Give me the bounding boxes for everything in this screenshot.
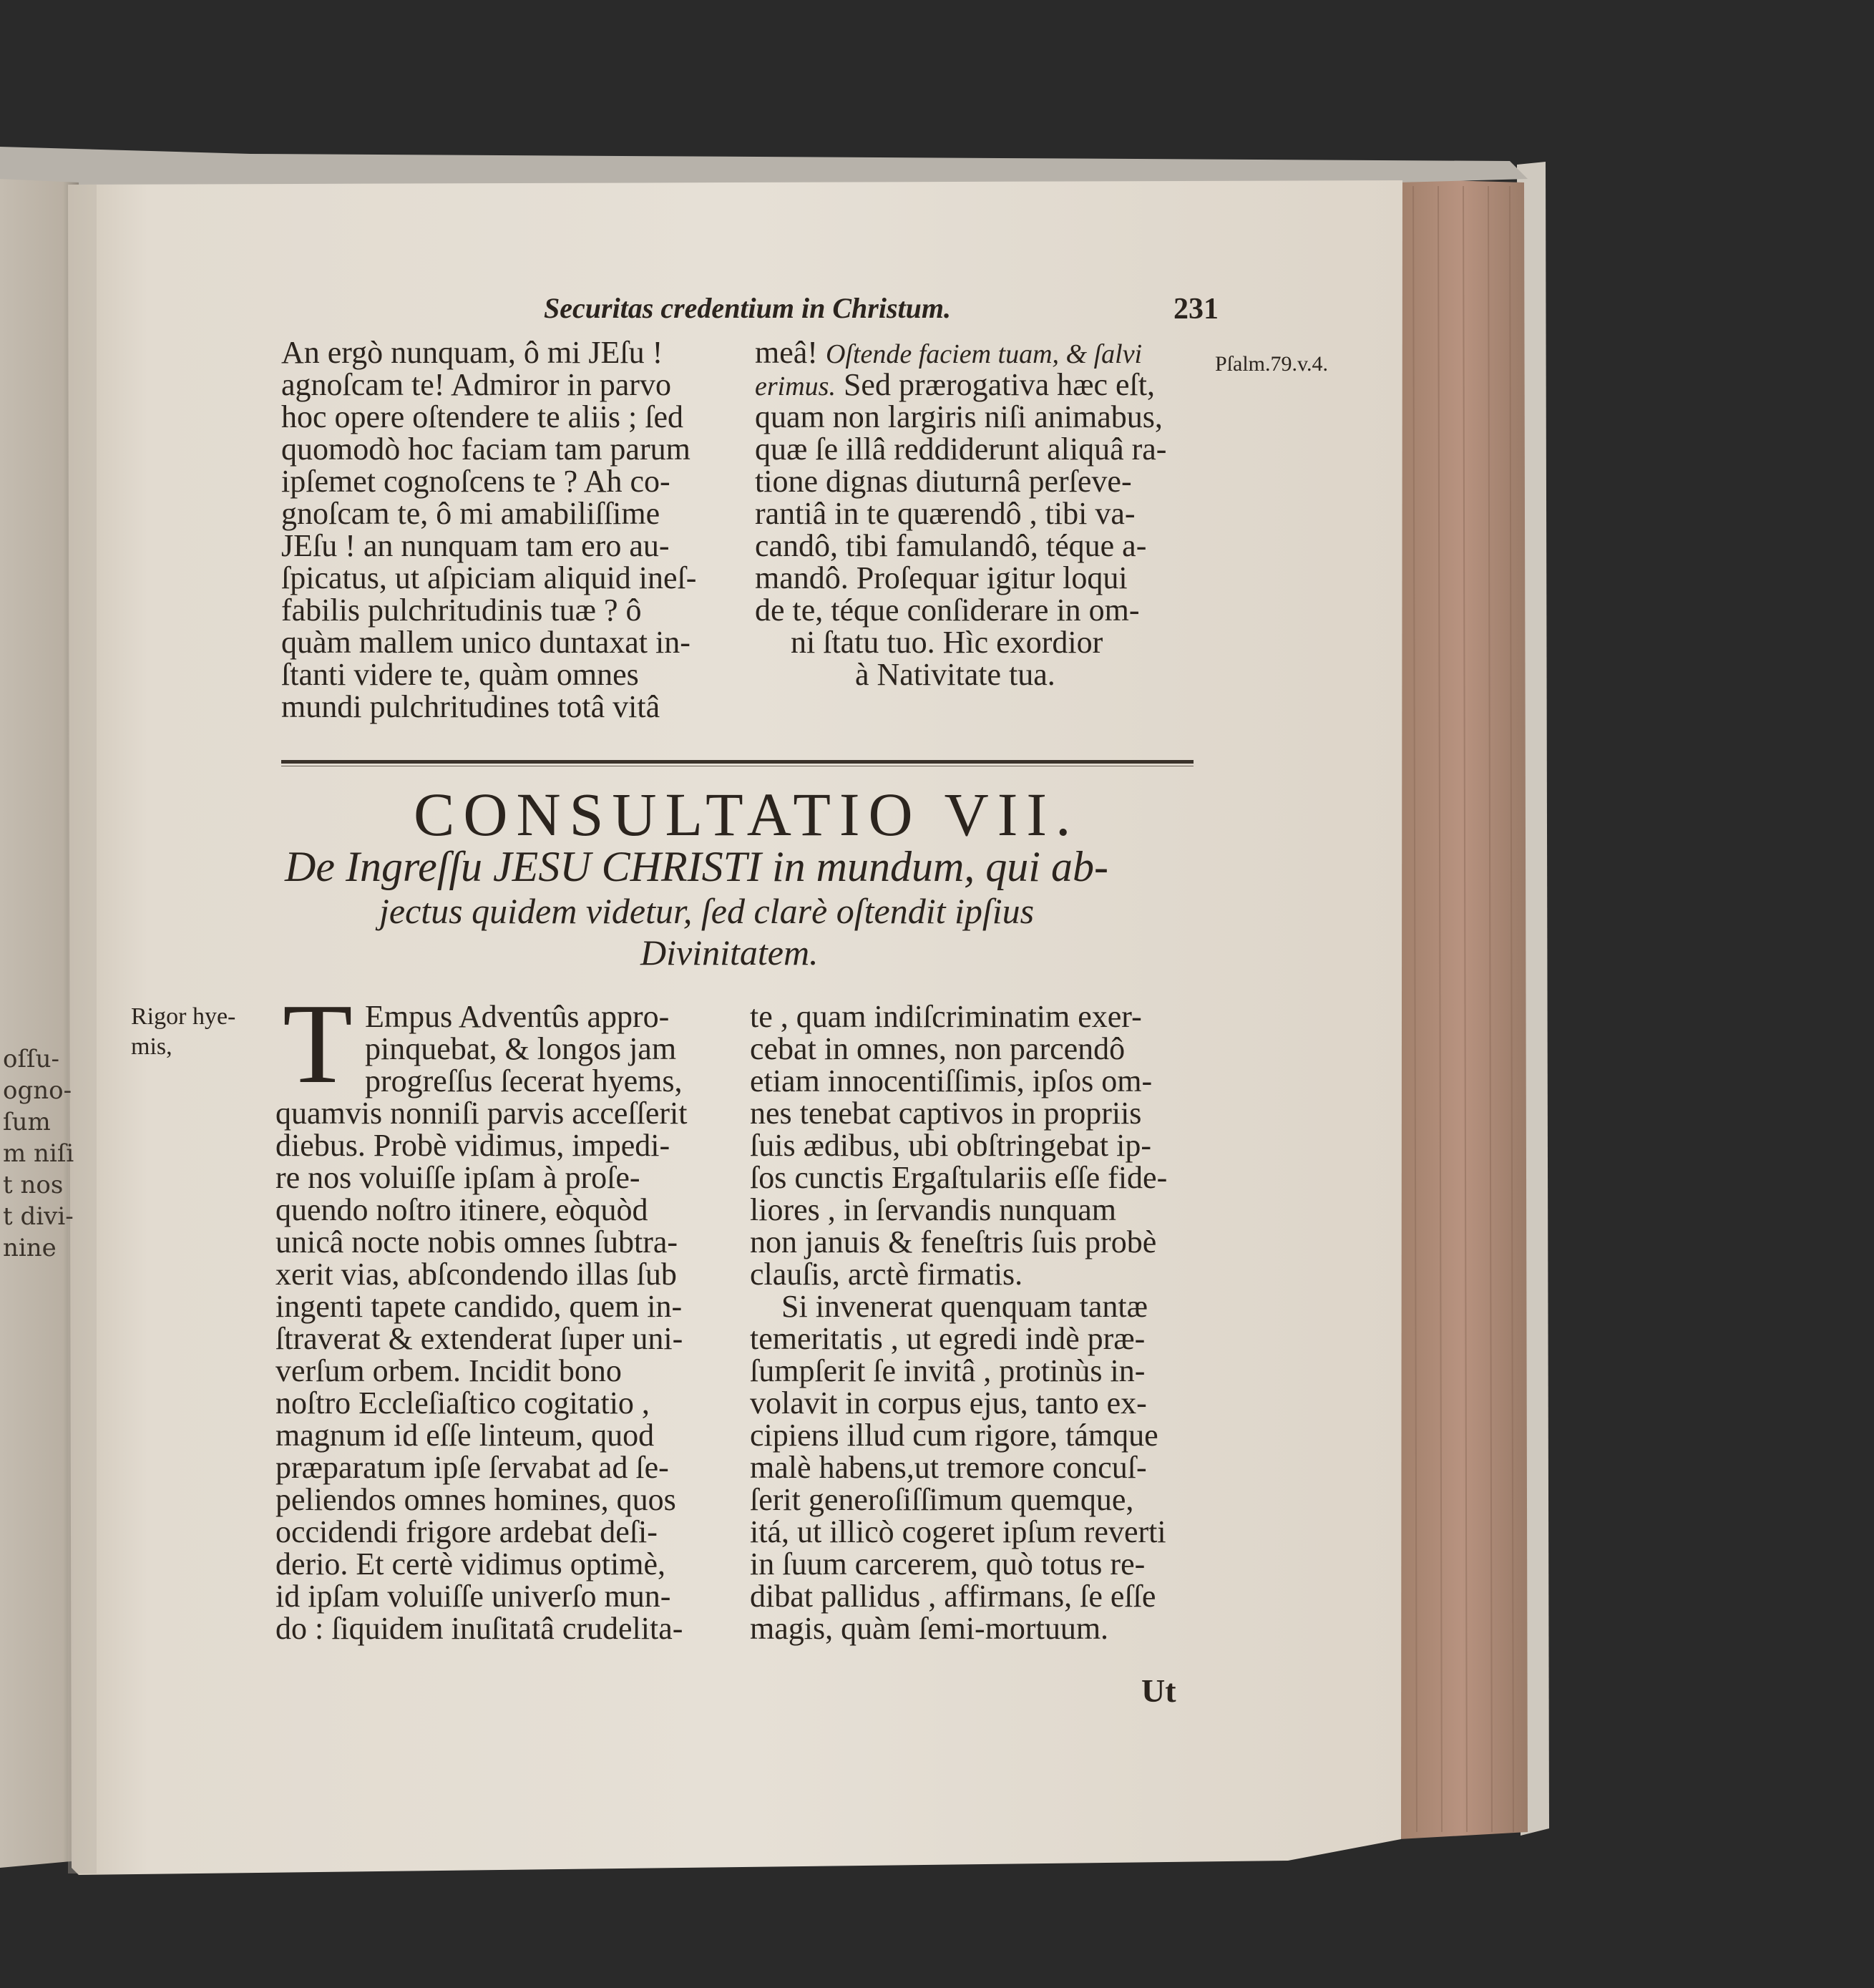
previous-page-line: m niſi bbox=[3, 1139, 74, 1168]
margin-note-line: Rigor hye- bbox=[131, 1003, 236, 1030]
page-number: 231 bbox=[1173, 293, 1219, 326]
text-line: magnum id eſſe linteum, quod bbox=[275, 1418, 655, 1453]
text-line: clauſis, arctè firmatis. bbox=[750, 1257, 1023, 1292]
text-line: præparatum ipſe ſervabat ad ſe- bbox=[275, 1450, 669, 1485]
running-head-title: Securitas credentium in Christum. bbox=[544, 292, 952, 324]
previous-page-line: oſſu- bbox=[3, 1045, 60, 1073]
text-line: mundi pulchritudines totâ vitâ bbox=[281, 689, 660, 724]
margin-note bbox=[131, 1002, 235, 1062]
text-line: cebat in omnes, non parcendô bbox=[750, 1031, 1126, 1066]
text-line: ſuis ædibus, ubi obſtringebat ip- bbox=[750, 1128, 1151, 1163]
previous-page-text bbox=[3, 1043, 74, 1264]
text-line: quàm mallem unico duntaxat in- bbox=[281, 625, 690, 660]
section-rule bbox=[281, 760, 1194, 764]
text-line: peliendos omnes homines, quos bbox=[275, 1482, 676, 1517]
previous-page-line: nine bbox=[3, 1234, 57, 1262]
scripture-quote: erimus. bbox=[755, 371, 836, 401]
top-right-column bbox=[755, 336, 1213, 691]
text-line: ſpicatus, ut aſpiciam aliquid ineſ- bbox=[281, 560, 697, 595]
text-line: pinquebat, & longos jam bbox=[365, 1031, 677, 1066]
text-line: An ergò nunquam, ô mi JEſu ! bbox=[281, 335, 663, 370]
text-line: temeritatis , ut egredi indè præ- bbox=[750, 1321, 1146, 1356]
text-roman: meâ! bbox=[755, 335, 818, 370]
text-line: ingenti tapete candido, quem in- bbox=[275, 1289, 683, 1324]
text-line: ſtraverat & extenderat ſuper uni- bbox=[275, 1321, 683, 1356]
text-line: occidendi frigore ardebat deſi- bbox=[275, 1514, 658, 1549]
text-line: JEſu ! an nunquam tam ero au- bbox=[281, 528, 670, 563]
text-line: ni ſtatu tuo. Hìc exordior bbox=[791, 625, 1103, 660]
text-line: etiam innocentiſſimis, ipſos om- bbox=[750, 1063, 1153, 1098]
text-line: Si invenerat quenquam tantæ bbox=[781, 1289, 1148, 1324]
chapter-subtitle-line: jectus quidem videtur, ſed clarè oſtendit ipſius bbox=[379, 891, 1035, 931]
text-line: magis, quàm ſemi-mortuum. bbox=[750, 1611, 1109, 1646]
text-line: do : ſiquidem inuſitatâ crudelita- bbox=[275, 1611, 683, 1646]
text-line: quendo noſtro itinere, eòquòd bbox=[275, 1192, 648, 1227]
text-line: ſerit generoſiſſimum quemque, bbox=[750, 1482, 1134, 1517]
text-line: gnoſcam te, ô mi amabiliſſime bbox=[281, 496, 660, 531]
text-line: rantiâ in te quærendô , tibi va- bbox=[755, 496, 1136, 531]
text-line: in ſuum carcerem, quò totus re- bbox=[750, 1546, 1146, 1582]
text-line: id ipſam voluiſſe univerſo mun- bbox=[275, 1579, 671, 1614]
text-line: diebus. Probè vidimus, impedi- bbox=[275, 1128, 670, 1163]
previous-page bbox=[0, 179, 79, 1868]
text-line: re nos voluiſſe ipſam à proſe- bbox=[275, 1160, 640, 1195]
text-line: non januis & feneſtris ſuis probè bbox=[750, 1224, 1157, 1259]
text-line: derio. Et certè vidimus optimè, bbox=[275, 1546, 665, 1582]
text-line: mandô. Proſequar igitur loqui bbox=[755, 560, 1128, 595]
text-line: liores , in ſervandis nunquam bbox=[750, 1192, 1117, 1227]
previous-page-line: ſum bbox=[3, 1108, 51, 1136]
text-line: ſtanti videre te, quàm omnes bbox=[281, 657, 639, 692]
text-line: unicâ nocte nobis omnes ſubtra- bbox=[275, 1224, 678, 1259]
text-line: malè habens,ut tremore concuſ- bbox=[750, 1450, 1147, 1485]
scripture-quote: Oſtende faciem tuam, & ſalvi bbox=[825, 339, 1143, 369]
previous-page-line: t divi- bbox=[3, 1202, 74, 1231]
catchword: Ut bbox=[1141, 1672, 1176, 1709]
margin-note-line: mis, bbox=[131, 1033, 172, 1060]
text-line: te , quam indiſcriminatim exer- bbox=[750, 999, 1142, 1034]
previous-page-line: t nos bbox=[3, 1171, 64, 1199]
text-line: ſos cunctis Ergaſtulariis eſſe fide- bbox=[750, 1160, 1168, 1195]
text-line: agnoſcam te! Admiror in parvo bbox=[281, 367, 671, 402]
previous-page-line: ogno- bbox=[3, 1076, 72, 1105]
text-line: cipiens illud cum rigore, támque bbox=[750, 1418, 1158, 1453]
text-line: Empus Adventûs appro- bbox=[365, 999, 670, 1034]
text-line: quomodò hoc faciam tam parum bbox=[281, 432, 690, 467]
text-line: quæ ſe illâ reddiderunt aliquâ ra- bbox=[755, 432, 1167, 467]
text-line: hoc opere oſtendere te aliis ; ſed bbox=[281, 399, 683, 434]
body-right-column bbox=[750, 1000, 1208, 1645]
text-line: à Nativitate tua. bbox=[855, 657, 1055, 692]
text-line bbox=[755, 369, 1213, 401]
text-line: fabilis pulchritudinis tuæ ? ô bbox=[281, 593, 642, 628]
text-line: verſum orbem. Incidit bono bbox=[275, 1353, 622, 1388]
chapter-subtitle-line: Divinitatem. bbox=[640, 932, 819, 973]
text-line: ipſemet cognoſcens te ? Ah co- bbox=[281, 464, 670, 499]
text-line: de te, téque conſiderare in om- bbox=[755, 593, 1140, 628]
text-line: dibat pallidus , affirmans, ſe eſſe bbox=[750, 1579, 1156, 1614]
chapter-subtitle-line: De Ingreſſu JESU CHRISTI in mundum, qui ab- bbox=[285, 843, 1108, 890]
body-left-column bbox=[275, 1000, 733, 1645]
top-left-column bbox=[281, 336, 725, 723]
text-line: noſtro Eccleſiaſtico cogitatio , bbox=[275, 1385, 650, 1421]
text-line: progreſſus ſecerat hyems, bbox=[365, 1063, 683, 1098]
text-line: ſumpſerit ſe invitâ , protinùs in- bbox=[750, 1353, 1146, 1388]
text-line: quam non largiris niſi animabus, bbox=[755, 399, 1163, 434]
text-line: quamvis nonniſi parvis acceſſerit bbox=[275, 1096, 688, 1131]
text-roman: Sed prærogativa hæc eſt, bbox=[843, 367, 1155, 402]
chapter-heading: CONSULTATIO VII. bbox=[414, 780, 1080, 849]
text-line: candô, tibi famulandô, téque a- bbox=[755, 528, 1147, 563]
drop-cap: T bbox=[283, 980, 353, 1107]
text-line: itá, ut illicò cogeret ipſum reverti bbox=[750, 1514, 1166, 1549]
text-line bbox=[755, 336, 1213, 369]
margin-reference: Pſalm.79.v.4. bbox=[1215, 352, 1329, 376]
text-line: xerit vias, abſcondendo illas ſub bbox=[275, 1257, 677, 1292]
text-line: volavit in corpus ejus, tanto ex- bbox=[750, 1385, 1147, 1421]
text-line: nes tenebat captivos in propriis bbox=[750, 1096, 1142, 1131]
text-line: tione dignas diuturnâ perſeve- bbox=[755, 464, 1132, 499]
